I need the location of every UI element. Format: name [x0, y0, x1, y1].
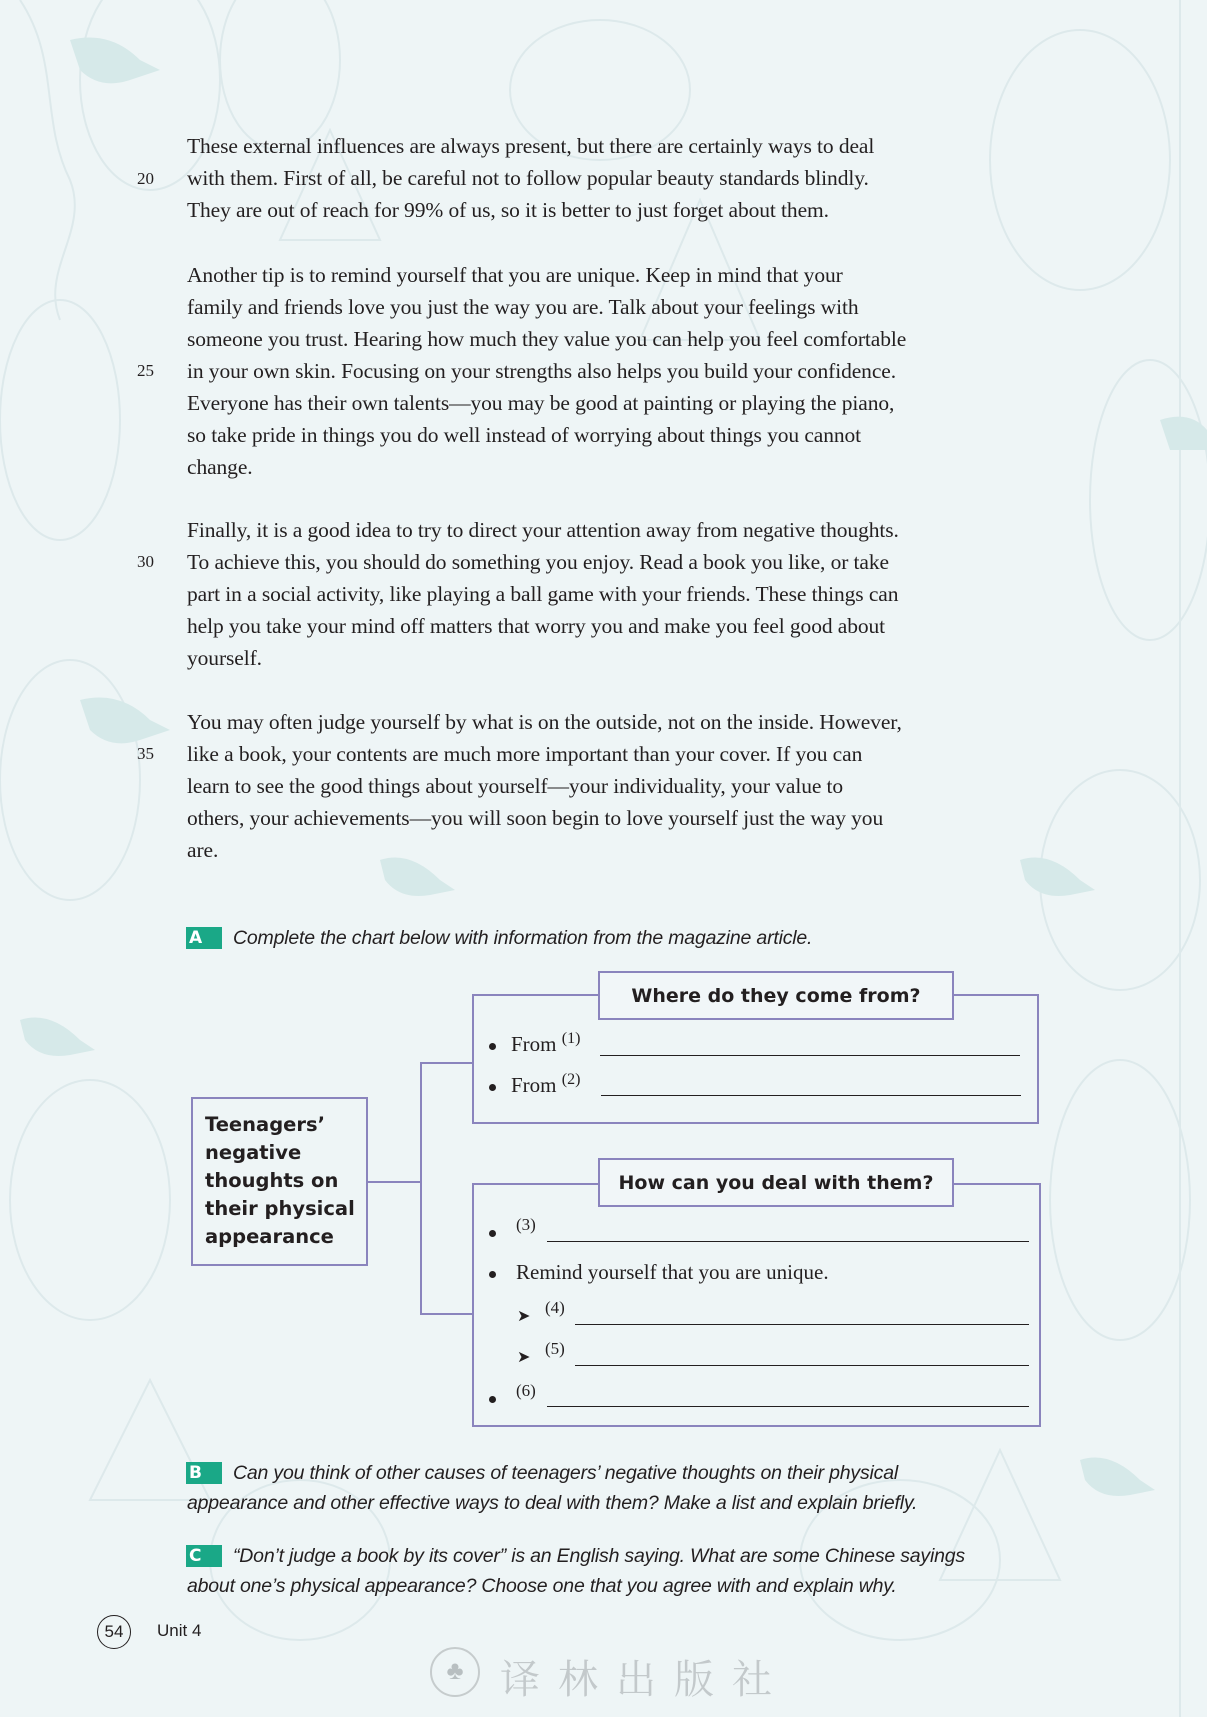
- connector-line: [420, 1062, 474, 1064]
- paragraph-line: part in a social activity, like playing a ball game with your friends. These things can: [187, 582, 899, 606]
- paragraph-line: Another tip is to remind yourself that you are unique. Keep in mind that your: [187, 263, 843, 287]
- remind-unique-text: Remind yourself that you are unique.: [516, 1260, 829, 1284]
- activity-c-line-1: “Don’t judge a book by its cover” is an English saying. What are some Chinese sayings: [233, 1545, 965, 1567]
- answer-blank-2[interactable]: [601, 1095, 1021, 1096]
- how-item-6-label: [516, 1381, 536, 1406]
- how-heading: How can you deal with them?: [598, 1158, 954, 1207]
- blank-number: (3): [516, 1215, 536, 1234]
- publisher-watermark: 译林出版社: [500, 1657, 790, 1703]
- paragraph-line: in your own skin. Focusing on your strengths also helps you build your confidence.: [187, 359, 896, 383]
- connector-line: [420, 1313, 474, 1315]
- root-line: negative: [205, 1141, 302, 1164]
- blank-number: (5): [545, 1339, 565, 1358]
- how-item-5-label: [545, 1339, 565, 1364]
- line-number-35: 35: [137, 744, 154, 763]
- how-item-4-label: [545, 1298, 565, 1323]
- answer-blank-6[interactable]: [547, 1406, 1029, 1407]
- line-number-25: 25: [137, 361, 154, 380]
- activity-b-line-1: Can you think of other causes of teenagers’ negative thoughts on their physical: [233, 1462, 898, 1484]
- unit-label: Unit 4: [157, 1621, 202, 1640]
- paragraph-line: These external influences are always present, but there are certainly ways to deal: [187, 134, 875, 158]
- bullet-icon: [489, 1084, 496, 1091]
- line-number-20: 20: [137, 169, 154, 188]
- paragraph-line: with them. First of all, be careful not to follow popular beauty standards blindly.: [187, 166, 869, 190]
- paragraph-line: Everyone has their own talents—you may be good at painting or playing the piano,: [187, 391, 895, 415]
- arrowhead-bullet-icon: ➤: [517, 1349, 531, 1366]
- paragraph-line: You may often judge yourself by what is on the outside, not on the inside. However,: [187, 710, 902, 734]
- paragraph-line: family and friends love you just the way you are. Talk about your feelings with: [187, 295, 859, 319]
- root-line: appearance: [205, 1225, 334, 1248]
- article-paragraph-2: [187, 259, 1047, 483]
- where-heading: Where do they come from?: [598, 971, 954, 1020]
- answer-blank-3[interactable]: [547, 1241, 1029, 1242]
- chart-root-box: [191, 1097, 368, 1266]
- blank-number: (2): [561, 1071, 581, 1088]
- blank-number: (6): [516, 1381, 536, 1400]
- paragraph-line: learn to see the good things about yourself—your individuality, your value to: [187, 774, 844, 798]
- activity-b-badge: B: [186, 1462, 222, 1484]
- answer-blank-5[interactable]: [575, 1365, 1029, 1366]
- article-paragraph-3: [187, 514, 1047, 674]
- paragraph-line: so take pride in things you do well instead of worrying about things you cannot: [187, 423, 862, 447]
- root-line: thoughts on: [205, 1169, 339, 1192]
- activity-c-badge: C: [186, 1545, 222, 1567]
- article-paragraph-4: [187, 706, 1047, 866]
- connector-line: [420, 1062, 422, 1315]
- answer-blank-1[interactable]: [600, 1055, 1020, 1056]
- paragraph-line: like a book, your contents are much more important than your cover. If you can: [187, 742, 863, 766]
- activity-a-badge: A: [186, 927, 222, 949]
- paragraph-line: others, your achievements—you will soon begin to love yourself just the way you: [187, 806, 884, 830]
- paragraph-line: help you take your mind off matters that worry you and make you feel good about: [187, 614, 886, 638]
- publisher-tree-logo-icon: ♣: [430, 1647, 480, 1697]
- paragraph-line: To achieve this, you should do something you enjoy. Read a book you like, or take: [187, 550, 889, 574]
- from-label: From: [511, 1032, 557, 1056]
- answer-blank-4[interactable]: [575, 1324, 1029, 1325]
- bullet-icon: [489, 1043, 496, 1050]
- activity-c-line-2: about one’s physical appearance? Choose one that you agree with and explain why.: [187, 1575, 897, 1597]
- where-item-2-label: [511, 1073, 580, 1098]
- page-number: 54: [97, 1615, 131, 1649]
- article-paragraph-1: [187, 130, 1047, 226]
- paragraph-line: Finally, it is a good idea to try to direct your attention away from negative thoughts.: [187, 518, 899, 542]
- root-line: their physical: [205, 1197, 355, 1220]
- line-number-30: 30: [137, 552, 154, 571]
- paragraph-line: They are out of reach for 99% of us, so it is better to just forget about them.: [187, 198, 829, 222]
- from-label: From: [511, 1073, 557, 1097]
- bullet-icon: [489, 1271, 496, 1278]
- bullet-icon: [489, 1230, 496, 1237]
- activity-a-instruction: Complete the chart below with information from the magazine article.: [233, 927, 813, 949]
- paragraph-line: are.: [187, 838, 219, 862]
- arrowhead-bullet-icon: ➤: [517, 1308, 531, 1325]
- root-line: Teenagers’: [205, 1113, 326, 1136]
- paragraph-line: change.: [187, 455, 253, 479]
- connector-line: [368, 1181, 421, 1183]
- activity-b-line-2: appearance and other effective ways to deal with them? Make a list and explain briefly.: [187, 1492, 918, 1514]
- how-item-3-label: [516, 1215, 536, 1240]
- where-item-1-label: [511, 1032, 580, 1057]
- blank-number: (4): [545, 1298, 565, 1317]
- bullet-icon: [489, 1396, 496, 1403]
- paragraph-line: yourself.: [187, 646, 262, 670]
- paragraph-line: someone you trust. Hearing how much they value you can help you feel comfortable: [187, 327, 907, 351]
- blank-number: (1): [561, 1030, 581, 1047]
- chart-root-label: [205, 1111, 355, 1251]
